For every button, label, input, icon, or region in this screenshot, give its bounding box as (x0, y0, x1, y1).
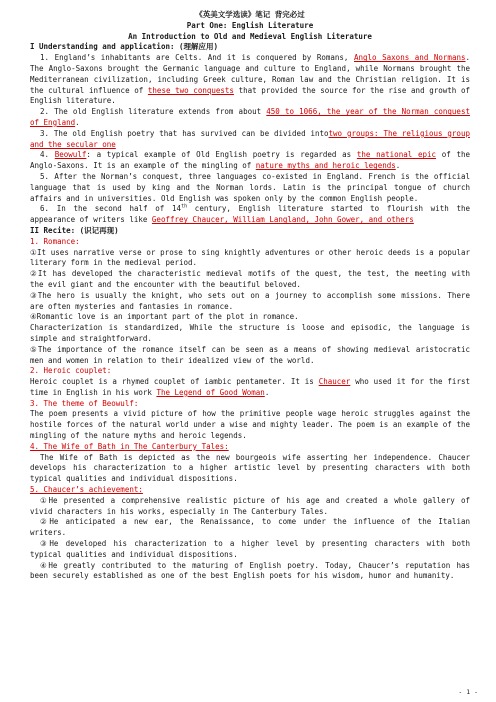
wife-of-bath-text: The Wife of Bath is depicted as the new bourgeois wife asserting her independence. Chaucer develops his characterization to a higher artistic level by presenting characters with both typical qualities and individual dispositions. (30, 452, 470, 484)
paragraph-1: 1. England’s inhabitants are Celts. And it is conquered by Romans, Anglo Saxons and Normans. The Anglo-Saxons brought the Germanic language and culture to England, while Normans brought the Mediterranean civilization, including Greek culture, Roman law and the Christian religion. It is the cultural influence of these two conquests that provided the source for the rise and growth of English literature. (30, 53, 471, 106)
romance-point-3: ③The hero is usually the knight, who sets out on a journey to accomplish some missions. There are often mysteries and fantasies in romance. (30, 290, 470, 311)
chaucer-achievement-heading: 5. Chaucer’s achievement: (30, 485, 143, 495)
romance-point-5: ⑤The importance of the romance itself can be seen as a means of showing medieval aristocratic men and women in relation to their idealized view of the world. (30, 344, 470, 365)
achievement-point-3: ③He developed his characterization to a higher level by presenting characters with both typical qualities and individual dispositions. (30, 539, 470, 559)
paragraph-4: 4. Beowulf: a typical example of Old English poetry is regarded as the national epic of the Anglo-Saxons. It is an example of the mingling of nature myths and heroic legends. (30, 150, 471, 171)
romance-point-2: ②It has developed the characteristic medieval motifs of the quest, the test, the meeting with the evil giant and the encounter with the beautiful beloved. (30, 269, 470, 289)
wife-of-bath-heading: 4. The Wife of Bath in The Canterbury Tales: (30, 441, 229, 451)
section-heading-2: II Recite: (识记再现) (30, 225, 119, 235)
section-subtitle: An Introduction to Old and Medieval English Literature (128, 31, 372, 41)
section-heading-1: I Understanding and application: (理解应用) (30, 42, 219, 52)
achievement-point-1: ①He presented a comprehensive realistic picture of his age and created a whole gallery of vivid characters in his works, especially in The Canterbury Tales. (30, 495, 470, 516)
paragraph-2: 2. The old English literature extends from about 450 to 1066, the year of the Norman conquest of England. (30, 107, 470, 127)
document-page (30, 10, 470, 582)
document-title: 《英美文学选读》笔记 背完必过 (195, 10, 305, 19)
paragraph-6: 6. In the second half of 14th century, English literature started to flourish with the appearance of writers like Geoffrey Chaucer, William Langland, John Gower, and others (30, 203, 470, 225)
heroic-couplet-text: Heroic couplet is a rhymed couplet of iambic pentameter. It is Chaucer who used it for the first time in English in his work The Legend of Good Woman. (30, 377, 470, 397)
achievement-point-2: ②He anticipated a new ear, the Renaissance, to come under the influence of the Italian writers. (30, 517, 470, 538)
paragraph-5: 5. After the Norman’s conquest, three languages co-existed in England. French is the official language that is used by king and the Norman lords. Latin is the principal tongue of church affairs and in universities. Old English was spoken only by the common English people. (30, 171, 470, 203)
romance-point-4: ④Romantic love is an important part of the plot in romance. (30, 312, 299, 322)
beowulf-theme-heading: 3. The theme of Beowulf: (30, 398, 139, 408)
page-number: - 1 - (458, 688, 478, 697)
romance-heading: 1. Romance: (30, 236, 80, 246)
romance-characterization: Characterization is standardized, While the structure is loose and episodic, the language is simple and straightforward. (30, 323, 470, 343)
achievement-point-4: ④He greatly contributed to the maturing of English poetry. Today, Chaucer’s reputation has been securely established as one of the best English poets for his wisdom, humor and humanity. (30, 560, 470, 581)
romance-point-1: ①It uses narrative verse or prose to sing knightly adventures or other heroic deeds is a popular literary form in the medieval period. (30, 247, 470, 268)
part-heading: Part One: English Literature (186, 20, 314, 30)
beowulf-theme-text: The poem presents a vivid picture of how the primitive people wage heroic struggles against the hostile forces of the natural world under a wise and mighty leader. The poem is an example of the mingling of the nature myths and heroic legends. (30, 409, 470, 441)
paragraph-3: 3. The old English poetry that has survived can be divided intotwo groups: The religious group and the secular one (30, 128, 470, 149)
heroic-couplet-heading: 2. Heroic couplet: (30, 366, 112, 376)
